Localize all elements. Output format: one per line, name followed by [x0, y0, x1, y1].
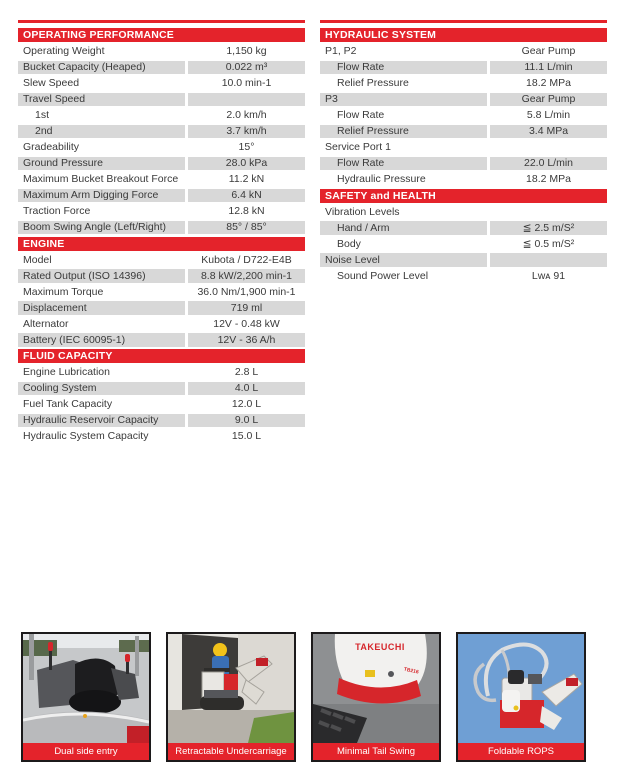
spec-label: 1st: [35, 109, 50, 122]
spec-value: 12V - 36 A/h: [188, 333, 305, 347]
spec-value: 0.022 m³: [188, 61, 305, 75]
photo-card-foldable-rops: [456, 632, 586, 762]
spec-label: Slew Speed: [23, 77, 80, 90]
spec-row-relief-pressure: [320, 77, 607, 91]
spec-label: Maximum Arm Digging Force: [18, 189, 185, 203]
spec-label: Hydraulic Pressure: [337, 173, 426, 186]
spec-label: Engine Lubrication: [23, 366, 110, 379]
spec-row-cooling-system: [18, 382, 305, 396]
spec-row-noise-level: [320, 253, 607, 267]
spec-label: Travel Speed: [18, 93, 185, 107]
spec-row-slew-speed: [18, 77, 305, 91]
spec-label: Ground Pressure: [18, 157, 185, 171]
spec-row-boom-swing-angle-left-right: [18, 221, 305, 235]
spec-value: 4.0 L: [188, 382, 305, 396]
red-top-rule: [18, 20, 305, 23]
spec-row-p1-p2: [320, 45, 607, 59]
photo-caption: [313, 743, 439, 760]
spec-value: 2.8 L: [234, 366, 259, 379]
spec-row-service-port-1: [320, 141, 607, 155]
spec-label: Flow Rate: [337, 109, 385, 122]
spec-value: 85° / 85°: [188, 221, 305, 235]
spec-row-vibration-levels: [320, 205, 607, 219]
spec-row-travel-speed: [18, 93, 305, 107]
section-header-engine: ENGINE: [18, 237, 305, 251]
red-top-rule: [320, 20, 607, 23]
spec-label: Gradeability: [23, 141, 80, 154]
spec-label: Boom Swing Angle (Left/Right): [18, 221, 185, 235]
spec-label: Fuel Tank Capacity: [23, 398, 113, 411]
spec-row-displacement: [18, 301, 305, 315]
spec-value: 1,150 kg: [226, 45, 267, 58]
spec-value: [490, 141, 607, 155]
photo-card-dual-side-entry: [21, 632, 151, 762]
spec-label: Maximum Bucket Breakout Force: [23, 173, 179, 186]
spec-value: 15°: [238, 141, 255, 154]
spec-row-relief-pressure: [320, 125, 607, 139]
photo-caption: [458, 743, 584, 760]
photo-caption-text: Foldable ROPS: [487, 746, 554, 757]
spec-row-hydraulic-system-capacity: [18, 430, 305, 444]
spec-label: P3: [320, 93, 487, 107]
spec-label: Noise Level: [320, 253, 487, 267]
spec-value: Gear Pump: [521, 45, 576, 58]
spec-value: ≦ 2.5 m/S²: [490, 221, 607, 235]
spec-row-engine-lubrication: [18, 366, 305, 380]
spec-row-hydraulic-reservoir-capacity: [18, 414, 305, 428]
spec-value: 11.1 L/min: [490, 61, 607, 75]
spec-label: Rated Output (ISO 14396): [18, 269, 185, 283]
spec-label: Bucket Capacity (Heaped): [18, 61, 185, 75]
spec-row-2nd: [18, 125, 305, 139]
photo-caption-text: Minimal Tail Swing: [337, 746, 415, 757]
spec-label: Battery (IEC 60095-1): [18, 333, 185, 347]
spec-row-model: [18, 253, 305, 267]
section-header-hydraulic-system: HYDRAULIC SYSTEM: [320, 28, 607, 42]
photo-caption-text: Dual side entry: [54, 746, 118, 757]
photo-caption: [168, 743, 294, 760]
spec-label: Vibration Levels: [325, 205, 400, 218]
rear-tail-photo: [313, 634, 439, 743]
spec-value: [490, 205, 607, 219]
spec-label: Relief Pressure: [320, 125, 487, 139]
spec-value: ≦ 0.5 m/S²: [522, 237, 575, 250]
spec-value: 18.2 MPa: [526, 77, 571, 90]
spec-row-flow-rate: [320, 61, 607, 75]
spec-label: Maximum Torque: [23, 285, 104, 298]
spec-row-maximum-torque: [18, 285, 305, 299]
spec-row-fuel-tank-capacity: [18, 398, 305, 412]
spec-label: Relief Pressure: [337, 77, 409, 90]
spec-value: 28.0 kPa: [188, 157, 305, 171]
spec-row-alternator: [18, 317, 305, 331]
spec-column-right: [320, 20, 607, 446]
section-header-fluid-capacity: FLUID CAPACITY: [18, 349, 305, 363]
spec-row-body: [320, 237, 607, 251]
spec-value: 12V - 0.48 kW: [213, 317, 280, 330]
spec-label: Service Port 1: [325, 141, 391, 154]
spec-label: Flow Rate: [320, 61, 487, 75]
photo-caption-text: Retractable Undercarriage: [175, 746, 287, 757]
spec-label: Sound Power Level: [337, 269, 429, 282]
spec-value: 3.4 MPa: [490, 125, 607, 139]
spec-value: Gear Pump: [490, 93, 607, 107]
spec-row-operating-weight: [18, 45, 305, 59]
spec-value: 2.0 km/h: [226, 109, 267, 122]
photo-card-minimal-tail-swing: [311, 632, 441, 762]
spec-row-gradeability: [18, 141, 305, 155]
folded-rops-photo: [458, 634, 584, 743]
spec-label: P1, P2: [325, 45, 357, 58]
spec-value: [188, 93, 305, 107]
spec-value: 11.2 kN: [228, 173, 265, 186]
spec-label: Flow Rate: [320, 157, 487, 171]
spec-value: Kubota / D722-E4B: [201, 253, 292, 266]
spec-value: 719 ml: [188, 301, 305, 315]
spec-value: 18.2 MPa: [526, 173, 571, 186]
spec-label: Operating Weight: [23, 45, 105, 58]
spec-value: Lᴡᴀ 91: [531, 269, 566, 282]
spec-row-maximum-bucket-breakout-force: [18, 173, 305, 187]
feature-photo-gallery: [21, 632, 586, 762]
spec-label: Alternator: [23, 317, 69, 330]
cab-interior-photo: [23, 634, 149, 743]
spec-value: 6.4 kN: [188, 189, 305, 203]
spec-label: Hydraulic Reservoir Capacity: [18, 414, 185, 428]
spec-label: Model: [23, 253, 52, 266]
spec-row-p3: [320, 93, 607, 107]
spec-value: 10.0 min-1: [221, 77, 272, 90]
section-header-operating-performance: OPERATING PERFORMANCE: [18, 28, 305, 42]
photo-card-retractable-undercarriage: [166, 632, 296, 762]
spec-row-bucket-capacity-heaped: [18, 61, 305, 75]
spec-value: 15.0 L: [231, 430, 262, 443]
spec-row-maximum-arm-digging-force: [18, 189, 305, 203]
spec-value: 22.0 L/min: [490, 157, 607, 171]
spec-value: 36.0 Nm/1,900 min-1: [197, 285, 296, 298]
spec-row-ground-pressure: [18, 157, 305, 171]
spec-label: Hand / Arm: [320, 221, 487, 235]
spec-value: 12.0 L: [231, 398, 262, 411]
spec-row-traction-force: [18, 205, 305, 219]
spec-row-hand-arm: [320, 221, 607, 235]
doorway-excavator-photo: [168, 634, 294, 743]
spec-row-hydraulic-pressure: [320, 173, 607, 187]
spec-label: Cooling System: [18, 382, 185, 396]
spec-value: 12.8 kN: [228, 205, 265, 218]
svg-text:TB216: TB216: [403, 666, 420, 676]
spec-value: 8.8 kW/2,200 min-1: [188, 269, 305, 283]
spec-label: Traction Force: [23, 205, 91, 218]
photo-caption: [23, 743, 149, 760]
spec-row-1st: [18, 109, 305, 123]
spec-label: Body: [337, 237, 361, 250]
spec-row-rated-output-iso-14396: [18, 269, 305, 283]
spec-row-battery-iec-60095-1: [18, 333, 305, 347]
spec-label: Displacement: [18, 301, 185, 315]
spec-value: 3.7 km/h: [188, 125, 305, 139]
section-header-safety-and-health: SAFETY and HEALTH: [320, 189, 607, 203]
spec-column-left: [18, 20, 305, 446]
spec-value: 9.0 L: [188, 414, 305, 428]
spec-label: Hydraulic System Capacity: [23, 430, 149, 443]
spec-row-flow-rate: [320, 157, 607, 171]
svg-text:TAKEUCHI: TAKEUCHI: [355, 642, 405, 652]
spec-value: [490, 253, 607, 267]
spec-row-sound-power-level: [320, 269, 607, 283]
spec-row-flow-rate: [320, 109, 607, 123]
spec-tables: [18, 20, 607, 446]
spec-label: 2nd: [18, 125, 185, 139]
spec-value: 5.8 L/min: [526, 109, 571, 122]
